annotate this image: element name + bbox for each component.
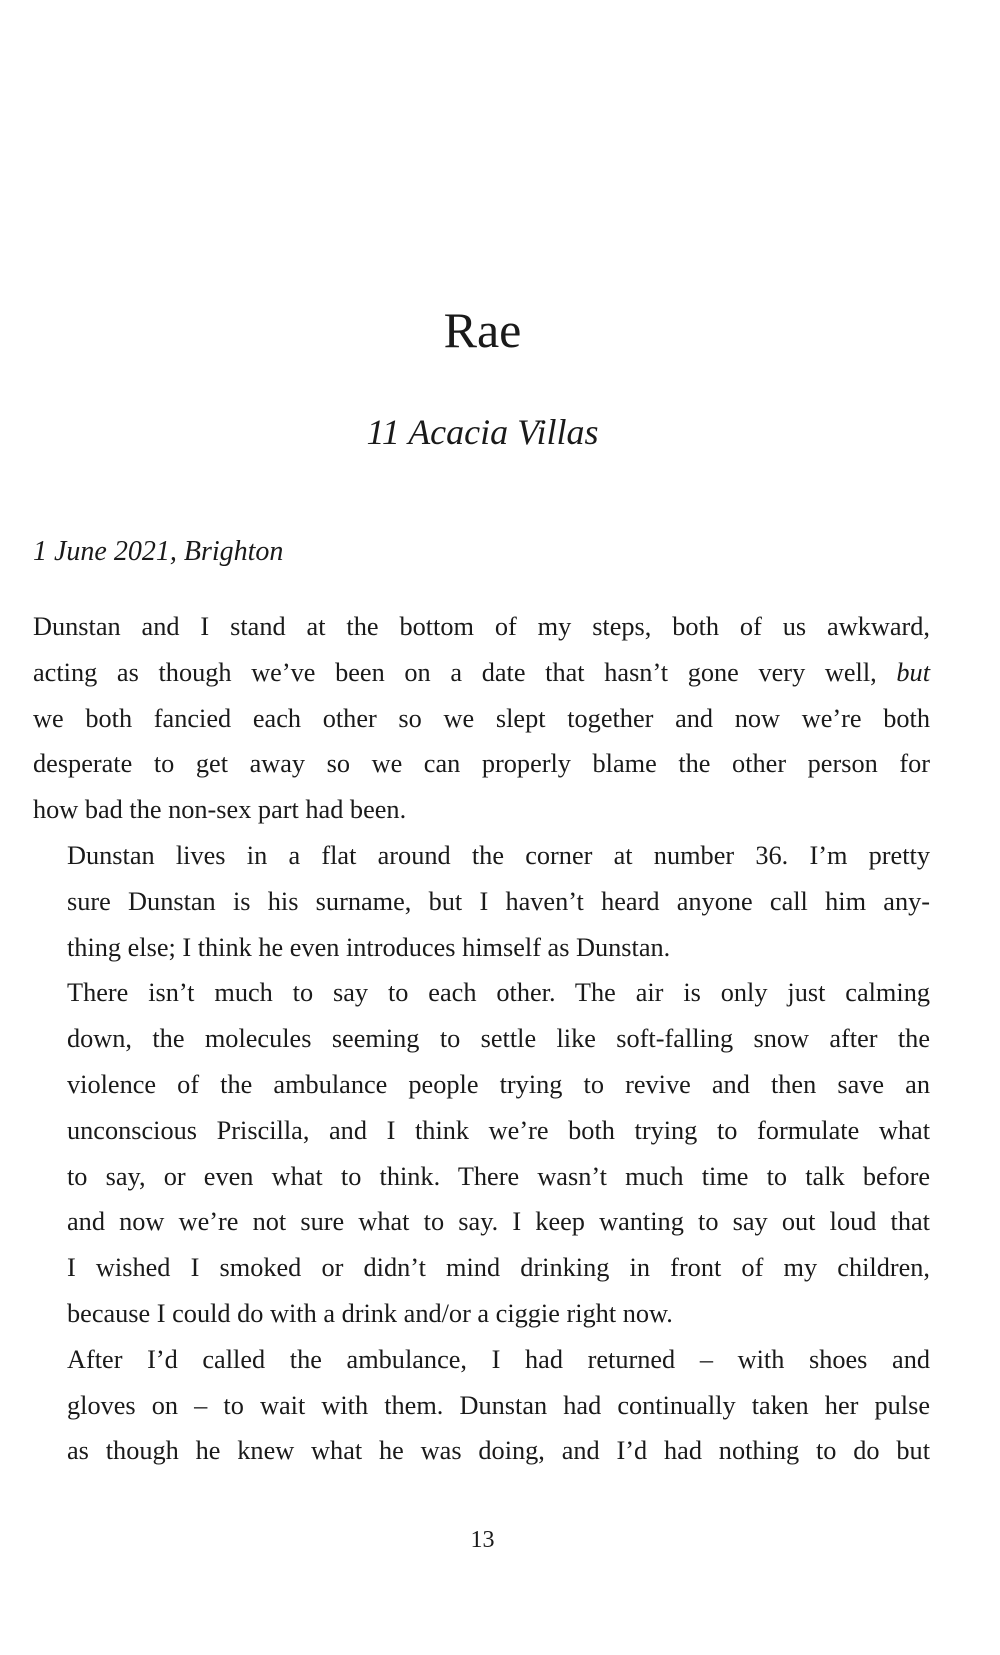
text-line: because I could do with a drink and/or a ciggie right now. xyxy=(67,1298,673,1328)
chapter-title: Rae xyxy=(443,302,522,358)
text-line: how bad the non-sex part had been. xyxy=(33,795,407,825)
text-line: Dunstan and I stand at the bottom of my steps, both of us awkward, xyxy=(33,612,930,641)
dateline: 1 June 2021, Brighton xyxy=(33,536,284,567)
text-line: There isn’t much to say to each other. The air is only just calming xyxy=(67,978,930,1008)
chapter-subtitle: 11 Acacia Villas xyxy=(366,412,599,452)
text-line: as though he knew what he was doing, and I’d had nothing to do but xyxy=(67,1436,930,1466)
text-line: desperate to get away so we can properly blame the other person for xyxy=(33,749,930,779)
text-line: to say, or even what to think. There wasn’t much time to talk before xyxy=(67,1161,930,1191)
text-line: thing else; I think he even introduces himself as Dunstan. xyxy=(67,932,671,962)
text-line: and now we’re not sure what to say. I keep wanting to say out loud that xyxy=(67,1207,930,1237)
paragraph xyxy=(33,833,930,970)
text-line: sure Dunstan is his surname, but I haven’t heard anyone call him any- xyxy=(67,886,930,916)
text-line: unconscious Priscilla, and I think we’re both trying to formulate what xyxy=(67,1115,930,1145)
text-line: we both fancied each other so we slept together and now we’re both xyxy=(33,703,930,733)
page-number: 13 xyxy=(470,1527,495,1553)
text-line: I wished I smoked or didn’t mind drinking in front of my children, xyxy=(67,1253,930,1283)
paragraph xyxy=(33,970,930,1336)
body-text xyxy=(33,604,930,1474)
text-line-part: acting as though we’ve been on a date that hasn’t gone very well, xyxy=(33,657,897,687)
emphasis-word: but xyxy=(896,657,930,687)
text-line: After I’d called the ambulance, I had returned – with shoes and xyxy=(67,1344,930,1374)
text-line xyxy=(33,650,930,696)
paragraph xyxy=(33,604,930,833)
text-line: violence of the ambulance people trying to revive and then save an xyxy=(67,1069,930,1099)
text-line: Dunstan lives in a flat around the corner at number 36. I’m pretty xyxy=(67,840,930,870)
text-line: down, the molecules seeming to settle like soft-falling snow after the xyxy=(67,1024,930,1054)
text-line: gloves on – to wait with them. Dunstan had continually taken her pulse xyxy=(67,1390,930,1420)
paragraph xyxy=(33,1337,930,1474)
